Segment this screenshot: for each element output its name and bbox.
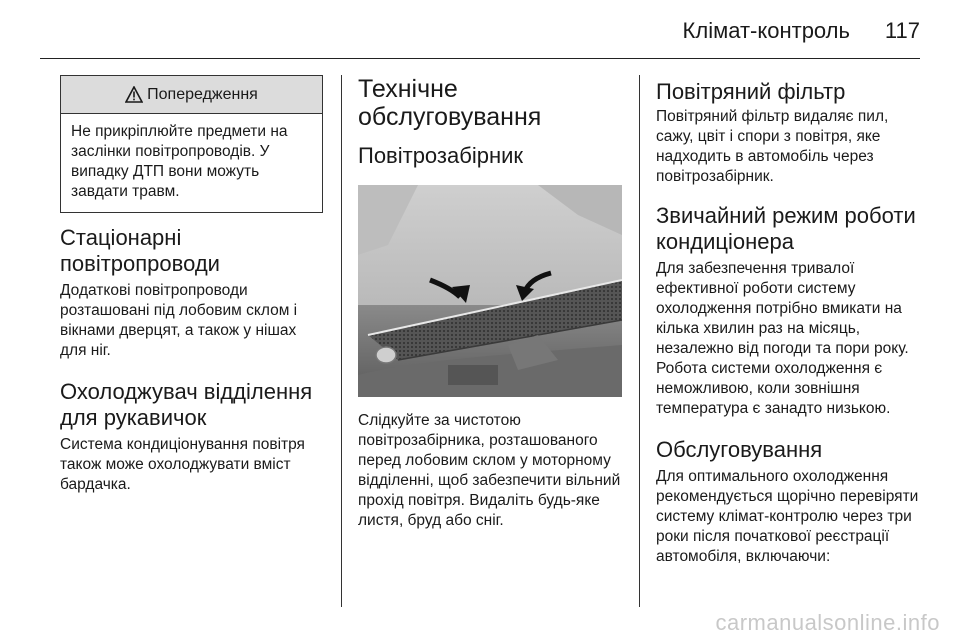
section-title-glovebox-cooling: Охолоджувач відділення для рукавичок: [60, 379, 313, 430]
column-2: [358, 75, 622, 531]
section-text-service: Для оптимального охолодження рекомендується щорічно перевіряти систему клімат-контролю через три роки після початкової реєстрації автомобіля, включаючи:: [656, 468, 919, 565]
watermark: carmanualsonline.info: [715, 610, 940, 635]
air-intake-photo: [358, 185, 622, 397]
header-rule: [40, 58, 920, 59]
section-title-service: Обслуговування: [656, 437, 823, 462]
section-text-regular-operation: Для забезпечення тривалої ефективної роботи систему охолодження потрібно вмикати на кілька хвилин раз на місяць, незалежно від погоди та пори року. Робота системи охолодження є неможливою, коли зовнішня температура є занадто низькою.: [656, 260, 909, 417]
warning-header: [61, 76, 322, 114]
warning-title: Попередження: [147, 85, 258, 103]
subtitle-air-intake: Повітрозабірник: [358, 143, 524, 168]
page-header-title: Клімат-контроль: [682, 18, 850, 43]
section-text-fixed-vents: Додаткові повітропроводи розташовані під лобовим склом і вікнами дверцят, а також у нішах для ніг.: [60, 282, 298, 359]
engine-bay-illustration: [358, 185, 622, 397]
column-divider-1: [341, 75, 342, 607]
section-text-glovebox-cooling: Система кондиціонування повітря також може охолоджувати вміст бардачка.: [60, 436, 305, 493]
warning-text: Не прикріплюйте предмети на заслінки повітропроводів. У випадку ДТП вони можуть завдати травм.: [71, 123, 288, 200]
warning-triangle-icon: [125, 86, 143, 103]
section-title-fixed-vents: Стаціонарні повітропроводи: [60, 225, 220, 276]
section-title-air-filter: Повітряний фільтр: [656, 79, 846, 104]
column-divider-2: [639, 75, 640, 607]
main-title-maintenance: Технічне обслуговування: [358, 75, 542, 131]
page-header: [0, 14, 960, 54]
page-number: 117: [884, 18, 920, 43]
air-intake-text: Слідкуйте за чистотою повітрозабірника, розташованого перед лобовим склом у моторному відділенні, щоб забезпечити вільний прохід повітря. Видаліть будь-яке листя, бруд або сніг.: [358, 412, 621, 529]
section-title-regular-operation: Звичайний режим роботи кондиціонера: [656, 203, 916, 254]
warning-box: [60, 75, 323, 213]
column-3: [656, 75, 922, 567]
section-text-air-filter: Повітряний фільтр видаляє пил, сажу, цвіт і спори з повітря, яке надходить в автомобіль через повітрозабірник.: [656, 108, 889, 185]
column-1: [60, 75, 325, 495]
